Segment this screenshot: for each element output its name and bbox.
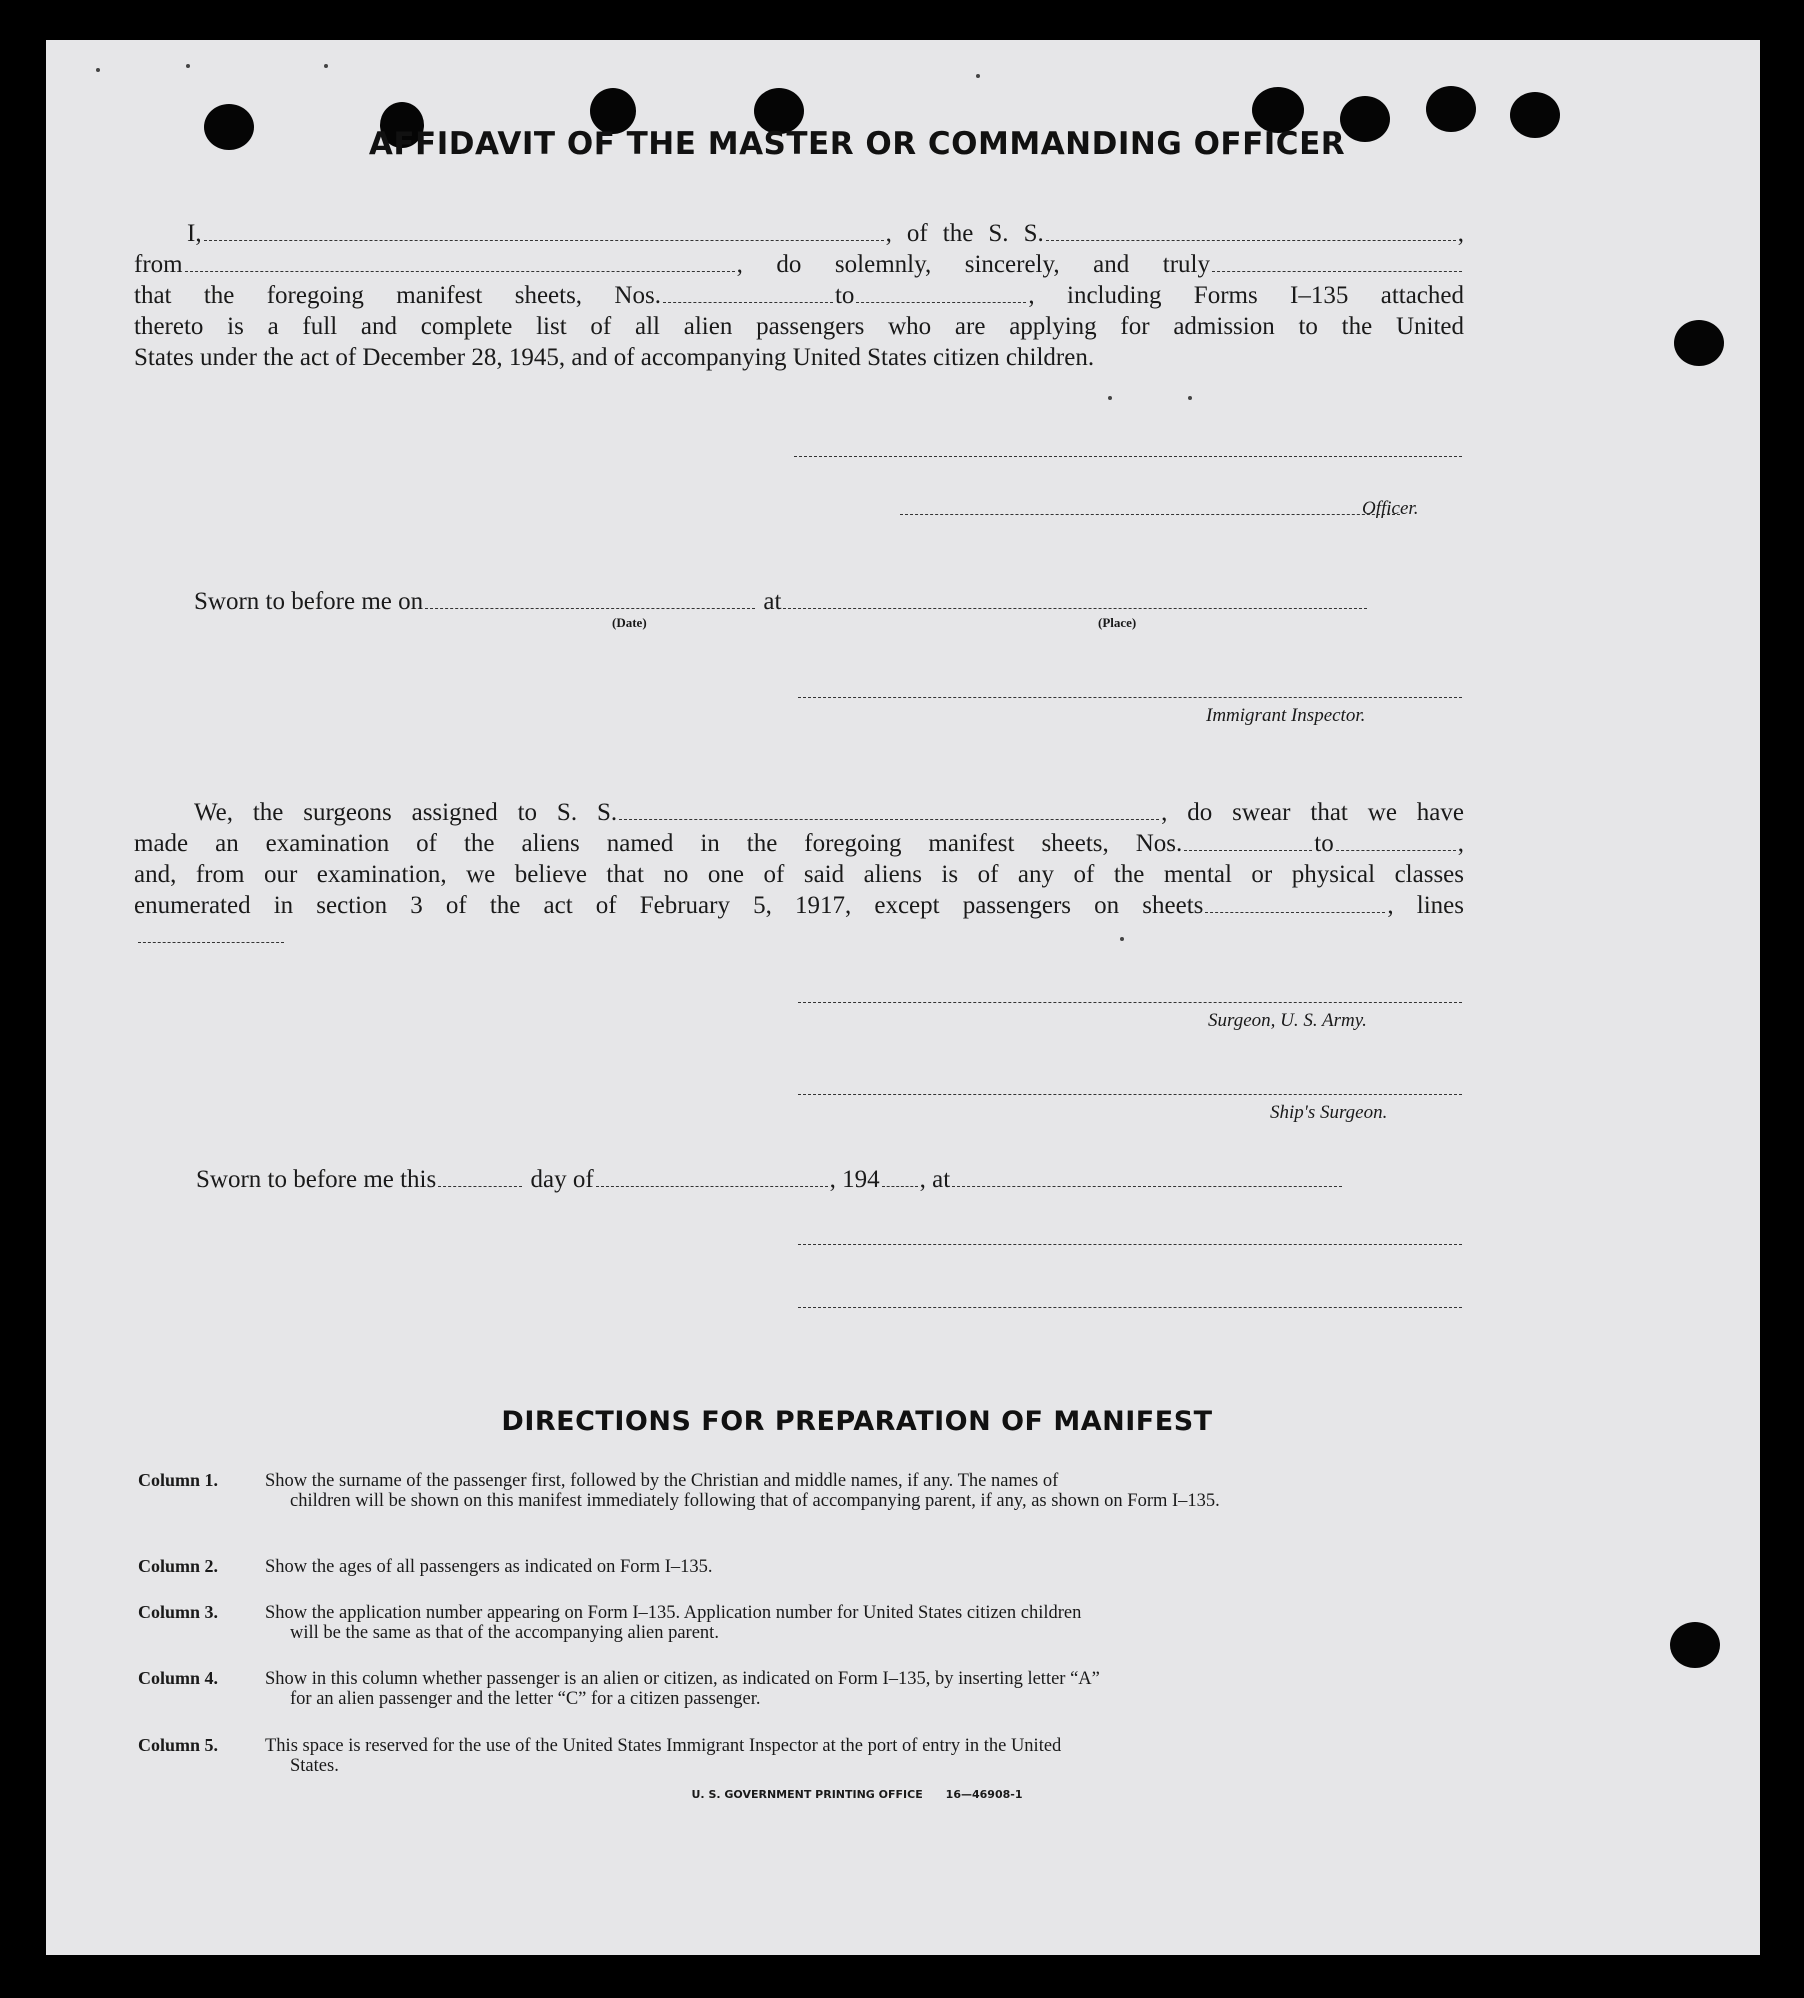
document-page xyxy=(46,40,1760,1955)
direction-column-label: Column 2. xyxy=(138,1556,219,1576)
surgeons-line-4: enumerated in section 3 of the act of February 5, 1917, except passengers on sheets , lines xyxy=(134,892,1465,919)
ship-surgeon-signature-line[interactable] xyxy=(798,1094,1462,1095)
officer-label: Officer. xyxy=(1362,498,1419,519)
surgeons-ship-blank[interactable] xyxy=(619,818,1159,820)
affidavit-line-2: from , do solemnly, sincerely, and truly xyxy=(134,251,1464,279)
speck xyxy=(976,74,980,78)
surgeons-line-2: made an examination of the aliens named in the foregoing manifest sheets, Nos. to , xyxy=(134,830,1464,857)
witness-signature-line-2[interactable] xyxy=(798,1307,1462,1308)
speck xyxy=(186,64,190,68)
sworn-day-blank[interactable] xyxy=(438,1185,522,1187)
direction-column-label: Column 5. xyxy=(138,1735,219,1755)
affidavit-line-3: that the foregoing manifest sheets, Nos. to , including Forms I–135 attached xyxy=(134,282,1464,309)
ship-surgeon-label: Ship's Surgeon. xyxy=(1270,1102,1388,1123)
sworn-month-blank[interactable] xyxy=(596,1185,828,1187)
surgeons-line-3: and, from our examination, we believe that no one of said aliens is of any of the mental or physical classes xyxy=(134,861,1464,888)
sworn-place-blank[interactable] xyxy=(783,607,1367,609)
from-blank[interactable] xyxy=(185,270,735,272)
place-caption: (Place) xyxy=(1098,615,1137,630)
direction-text: Show the ages of all passengers as indicated on Form I–135. xyxy=(265,1557,713,1577)
truly-blank[interactable] xyxy=(1212,270,1462,272)
direction-text: Show the application number appearing on Form I–135. Application number for United States citizen children will be the same as that of the accompanying alien parent. xyxy=(265,1603,1082,1643)
surgeons-nos-to-blank[interactable] xyxy=(1336,849,1456,851)
surgeons-sworn-line: Sworn to before me this day of , 194 , at xyxy=(196,1166,1344,1194)
inspector-label: Immigrant Inspector. xyxy=(1206,705,1366,726)
directions-title: DIRECTIONS FOR PREPARATION OF MANIFEST xyxy=(501,1406,1213,1437)
affidavit-title: AFFIDAVIT OF THE MASTER OR COMMANDING OFFICER xyxy=(368,126,1346,162)
date-caption: (Date) xyxy=(612,615,647,630)
punch-hole xyxy=(1670,1622,1720,1668)
sworn-year-blank[interactable] xyxy=(882,1185,918,1187)
direction-column-label: Column 3. xyxy=(138,1602,219,1622)
affidavit-line-4: thereto is a full and complete list of all alien passengers who are applying for admission to the United xyxy=(134,313,1464,340)
army-surgeon-label: Surgeon, U. S. Army. xyxy=(1208,1010,1367,1031)
direction-text: Show the surname of the passenger first, followed by the Christian and middle names, if any. The names of children will be shown on this manifest immediately following that of accompanying parent, if any, as shown on Form I–135. xyxy=(265,1471,1220,1511)
speck xyxy=(1120,937,1124,941)
sworn-date-blank[interactable] xyxy=(425,607,755,609)
officer-signature-line-1[interactable] xyxy=(794,456,1462,457)
nos-to-blank[interactable] xyxy=(856,301,1026,303)
officer-signature-line-2[interactable] xyxy=(900,514,1400,515)
direction-column-label: Column 4. xyxy=(138,1668,219,1688)
surgeons-nos-from-blank[interactable] xyxy=(1184,849,1312,851)
surgeons-line-1: We, the surgeons assigned to S. S. , do swear that we have xyxy=(194,799,1464,826)
speck xyxy=(96,68,100,72)
direction-column-label: Column 1. xyxy=(138,1470,219,1490)
sworn-at-blank[interactable] xyxy=(952,1185,1342,1187)
affidavit-line-5: States under the act of December 28, 1945, and of accompanying United States citizen children. xyxy=(134,344,1095,371)
affidavit-line-1: I, , of the S. S. , xyxy=(187,220,1464,247)
inspector-signature-line[interactable] xyxy=(798,697,1462,698)
sheets-blank[interactable] xyxy=(1205,911,1385,913)
punch-hole xyxy=(1674,320,1724,366)
nos-from-blank[interactable] xyxy=(663,301,833,303)
direction-text: This space is reserved for the use of the United States Immigrant Inspector at the port of entry in the United States. xyxy=(265,1736,1062,1776)
lines-blank[interactable] xyxy=(138,942,284,943)
affidavit-sworn-line: Sworn to before me on at xyxy=(194,588,1369,616)
name-blank[interactable] xyxy=(204,239,884,241)
direction-text: Show in this column whether passenger is an alien or citizen, as indicated on Form I–135, by inserting letter “A” for an alien passenger and the letter “C” for a citizen passenger. xyxy=(265,1669,1100,1709)
speck xyxy=(324,64,328,68)
ship-blank[interactable] xyxy=(1046,239,1456,241)
army-surgeon-signature-line[interactable] xyxy=(798,1002,1462,1003)
speck xyxy=(1108,396,1112,400)
witness-signature-line-1[interactable] xyxy=(798,1244,1462,1245)
speck xyxy=(1188,396,1192,400)
printer-imprint: U. S. GOVERNMENT PRINTING OFFICE 16—46908-1 xyxy=(691,1788,1023,1801)
